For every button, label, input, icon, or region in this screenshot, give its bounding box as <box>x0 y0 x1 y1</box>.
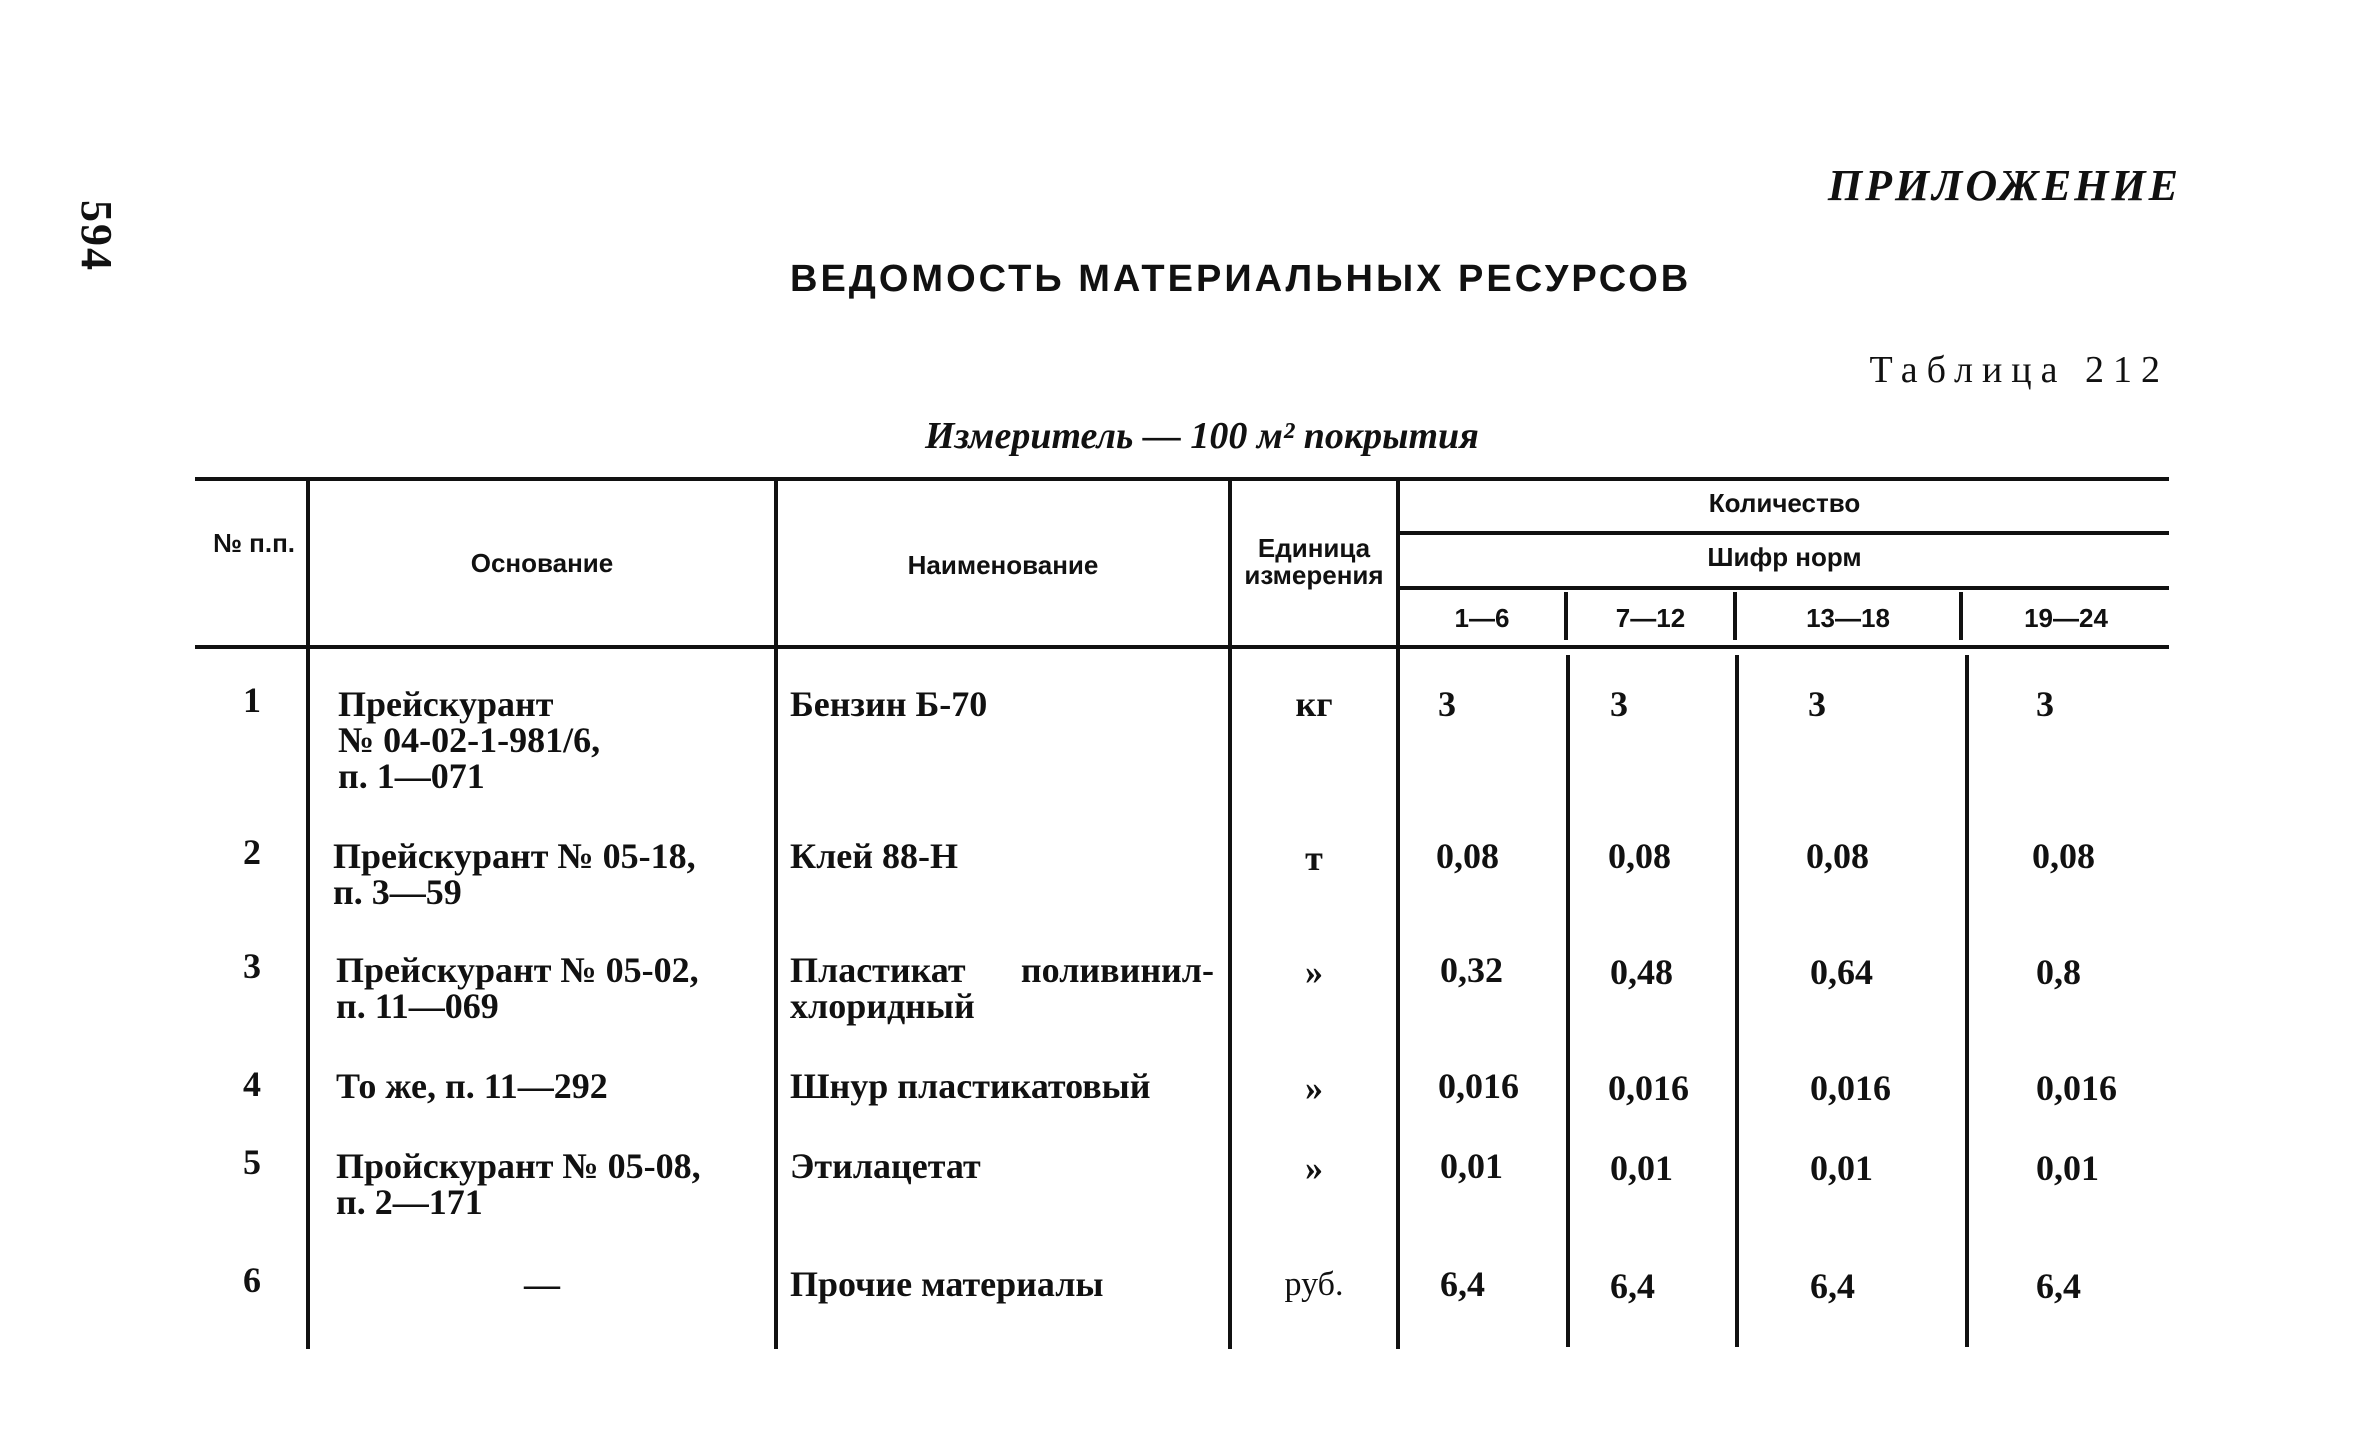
row-value-1-6: 0,01 <box>1440 1146 1503 1186</box>
row-value-19-24: 3 <box>2036 684 2054 724</box>
divider-norm-2 <box>1566 655 1570 1347</box>
measure-unit: Измеритель — 100 м² покрытия <box>925 415 1479 457</box>
header-norm-13-18: 13—18 <box>1806 603 1890 633</box>
row-number: 2 <box>243 832 261 872</box>
row-basis-line: п. 3—59 <box>333 872 462 912</box>
divider-norm-4 <box>1965 655 1969 1347</box>
header-name: Наименование <box>907 550 1099 580</box>
row-value-13-18: 0,64 <box>1810 952 1873 992</box>
row-basis: — <box>524 1264 560 1304</box>
row-value-19-24: 0,8 <box>2036 952 2081 992</box>
divider-norm-3 <box>1735 655 1739 1347</box>
header-norm-1-6: 1—6 <box>1454 603 1510 633</box>
divider-basis <box>306 481 310 1349</box>
row-name: Шнур пластикатовый <box>790 1066 1151 1106</box>
header-no: № п.п. <box>212 528 296 558</box>
row-value-13-18: 0,01 <box>1810 1148 1873 1188</box>
header-bottom-rule <box>195 645 2169 649</box>
row-basis-line <box>333 838 757 874</box>
row-value-19-24: 0,01 <box>2036 1148 2099 1188</box>
row-value-1-6: 3 <box>1438 684 1456 724</box>
row-unit: т <box>1305 838 1323 878</box>
row-basis-line: п. 2—171 <box>336 1182 483 1222</box>
row-value-19-24: 0,08 <box>2032 836 2095 876</box>
row-basis <box>336 952 758 1024</box>
header-norm-code: Шифр норм <box>1707 542 1862 572</box>
row-basis-line: Пройскурант № 05-08, <box>336 1146 701 1186</box>
row-unit: руб. <box>1284 1266 1344 1303</box>
row-value-7-12: 0,01 <box>1610 1148 1673 1188</box>
row-value-7-12: 0,08 <box>1608 836 1671 876</box>
table-top-rule <box>195 477 2169 481</box>
appendix-label: ПРИЛОЖЕНИЕ <box>1827 161 2181 210</box>
row-name: Бензин Б-70 <box>790 684 988 724</box>
row-value-1-6: 0,016 <box>1438 1066 1519 1106</box>
row-basis-line: № 04-02-1-981/6, <box>338 720 601 760</box>
divider-unit <box>1228 481 1232 1349</box>
row-basis <box>338 686 758 794</box>
row-basis-line: Прейскурант № 05-02, <box>336 950 699 990</box>
header-quantity: Количество <box>1708 488 1861 518</box>
row-value-7-12: 6,4 <box>1610 1266 1655 1306</box>
row-name-line: хлоридный <box>790 986 975 1026</box>
row-value-19-24: 0,016 <box>2036 1068 2117 1108</box>
row-value-19-24: 6,4 <box>2036 1266 2081 1306</box>
row-value-13-18: 0,016 <box>1810 1068 1891 1108</box>
row-number: 4 <box>243 1064 261 1104</box>
table-number: Таблица 212 <box>1869 349 2169 391</box>
row-basis-text: Прейскурант № 05-18, <box>333 836 696 876</box>
quantity-rule <box>1400 531 2169 535</box>
row-basis-line: Прейскурант <box>338 684 554 724</box>
header-basis: Основание <box>470 548 614 578</box>
row-value-1-6: 6,4 <box>1440 1264 1485 1304</box>
row-value-7-12: 3 <box>1610 684 1628 724</box>
header-norm-19-24: 19—24 <box>2024 603 2108 633</box>
row-value-7-12: 0,48 <box>1610 952 1673 992</box>
row-name: Этилацетат <box>790 1146 981 1186</box>
row-value-13-18: 0,08 <box>1806 836 1869 876</box>
page-number: 594 <box>72 200 121 272</box>
row-name: Прочие материалы <box>790 1264 1104 1304</box>
row-unit: кг <box>1295 684 1333 724</box>
row-number: 5 <box>243 1142 261 1182</box>
row-number: 1 <box>243 680 261 720</box>
row-value-7-12: 0,016 <box>1608 1068 1689 1108</box>
row-value-13-18: 3 <box>1808 684 1826 724</box>
row-value-1-6: 0,08 <box>1436 836 1499 876</box>
row-basis-line: п. 11—069 <box>336 986 499 1026</box>
divider-name <box>774 481 778 1349</box>
row-unit: » <box>1305 1148 1323 1188</box>
row-number: 3 <box>243 946 261 986</box>
row-value-1-6: 0,32 <box>1440 950 1503 990</box>
header-unit: Единица измерения <box>1244 533 1384 591</box>
document-title: ВЕДОМОСТЬ МАТЕРИАЛЬНЫХ РЕСУРСОВ <box>790 258 1692 300</box>
norm-code-rule <box>1400 586 2169 590</box>
row-value-13-18: 6,4 <box>1810 1266 1855 1306</box>
row-unit: » <box>1305 1068 1323 1108</box>
row-name: Клей 88-Н <box>790 836 959 876</box>
row-number: 6 <box>243 1260 261 1300</box>
header-norm-7-12: 7—12 <box>1615 603 1686 633</box>
row-name-line: Пластикат поливинил- <box>790 950 1214 990</box>
row-basis: То же, п. 11—292 <box>336 1066 608 1106</box>
row-basis <box>336 1148 758 1220</box>
row-basis-line: п. 1—071 <box>338 756 485 796</box>
row-unit: » <box>1305 952 1323 992</box>
row-name <box>790 952 1214 1024</box>
row-basis <box>333 838 757 910</box>
